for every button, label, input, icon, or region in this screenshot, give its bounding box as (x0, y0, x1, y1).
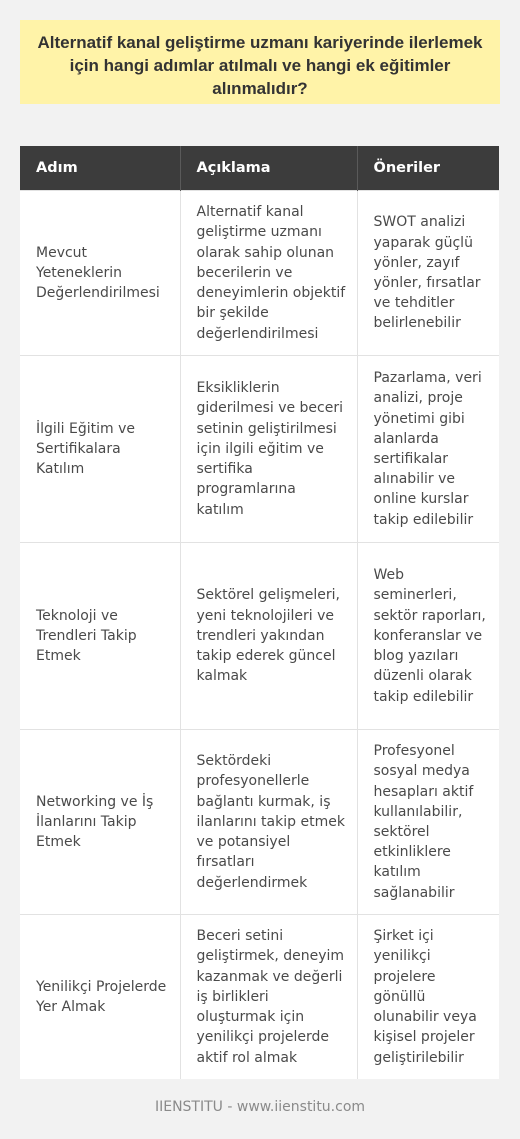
description-cell: Sektörel gelişmeleri, yeni teknolojileri ve trendleri yakından takip ederek güncel kalmak (180, 543, 357, 730)
suggestions-cell: Profesyonel sosyal medya hesapları aktif kullanılabilir, sektörel etkinliklere katılım sağlanabilir (357, 730, 499, 915)
description-cell: Eksikliklerin giderilmesi ve beceri setinin geliştirilmesi için ilgili eğitim ve sertifika programlarına katılım (180, 356, 357, 543)
steps-table (20, 146, 499, 1079)
table-row (20, 191, 499, 356)
footer-credit: IIENSTITU - www.iienstitu.com (154, 1099, 366, 1115)
suggestions-cell: SWOT analizi yaparak güçlü yönler, zayıf yönler, fırsatlar ve tehditler belirlenebilir (357, 191, 499, 356)
header-description: Açıklama (180, 146, 357, 191)
suggestions-cell: Pazarlama, veri analizi, proje yönetimi gibi alanlarda sertifikalar alınabilir ve online kurslar takip edilebilir (357, 356, 499, 543)
step-cell: Teknoloji ve Trendleri Takip Etmek (20, 543, 180, 730)
suggestions-cell: Şirket içi yenilikçi projelere gönüllü olunabilir veya kişisel projeler geliştirilebilir (357, 915, 499, 1080)
table-row (20, 730, 499, 915)
description-cell: Beceri setini geliştirmek, deneyim kazanmak ve değerli iş birlikleri oluşturmak için yenilikçi projelerde aktif rol almak (180, 915, 357, 1080)
table-row (20, 356, 499, 543)
table-row (20, 915, 499, 1080)
table-header-row (20, 146, 499, 191)
description-cell: Sektördeki profesyonellerle bağlantı kurmak, iş ilanlarını takip etmek ve potansiyel fırsatları değerlendirmek (180, 730, 357, 915)
step-cell: Networking ve İş İlanlarını Takip Etmek (20, 730, 180, 915)
description-cell: Alternatif kanal geliştirme uzmanı olarak sahip olunan becerilerin ve deneyimlerin objektif bir şekilde değerlendirilmesi (180, 191, 357, 356)
header-suggestions: Öneriler (357, 146, 499, 191)
table-row (20, 543, 499, 730)
step-cell: Yenilikçi Projelerde Yer Almak (20, 915, 180, 1080)
step-cell: İlgili Eğitim ve Sertifikalara Katılım (20, 356, 180, 543)
question-title: Alternatif kanal geliştirme uzmanı kariyerinde ilerlemek için hangi adımlar atılmalı ve hangi ek eğitimler alınmalıdır? (20, 20, 500, 104)
step-cell: Mevcut Yeteneklerin Değerlendirilmesi (20, 191, 180, 356)
header-step: Adım (20, 146, 180, 191)
suggestions-cell: Web seminerleri, sektör raporları, konferanslar ve blog yazıları düzenli olarak takip edilebilir (357, 543, 499, 730)
